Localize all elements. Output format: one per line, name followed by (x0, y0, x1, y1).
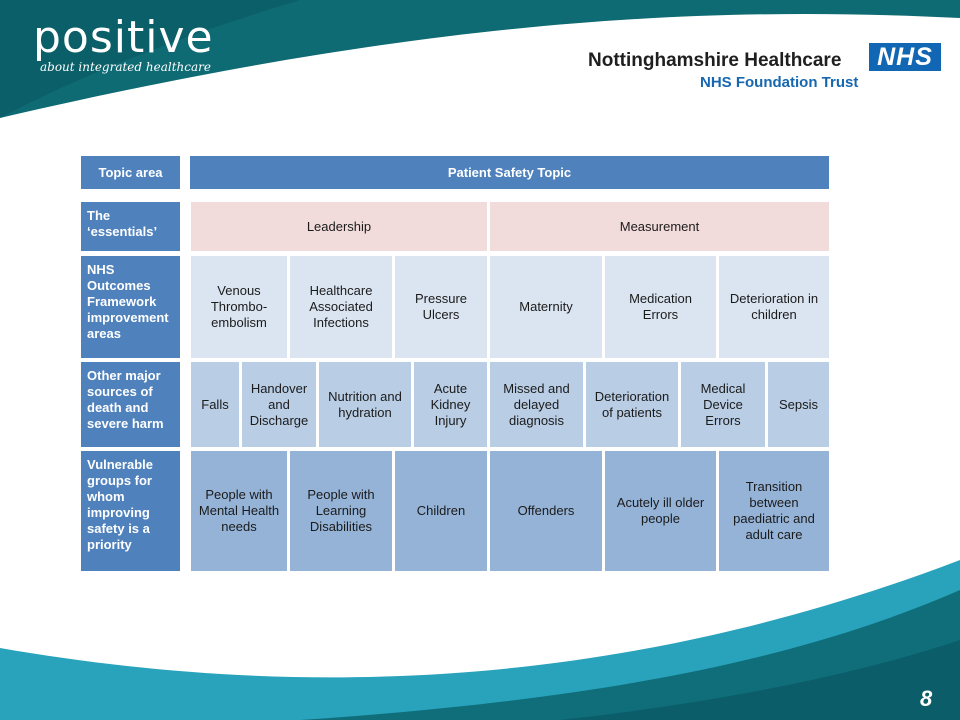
row-label-outcomes: NHS Outcomes Framework improvement areas (81, 256, 180, 358)
cell-measurement: Measurement (490, 202, 829, 251)
cell-venous-thromboembolism: Venous Thrombo- embolism (191, 256, 287, 358)
logo-tagline: about integrated healthcare (40, 60, 211, 74)
cell-deterioration-of-patients: Deterioration of patients (586, 362, 678, 447)
cell-children: Children (395, 451, 487, 571)
logo-word: positive (33, 12, 214, 63)
cell-mental-health-needs: People with Mental Health needs (191, 451, 287, 571)
row-label-harm: Other major sources of death and severe harm (81, 362, 180, 447)
topic-area-header: Topic area (81, 156, 180, 189)
cell-pressure-ulcers: Pressure Ulcers (395, 256, 487, 358)
cell-learning-disabilities: People with Learning Disabilities (290, 451, 392, 571)
cell-missed-and-delayed-diagnosis: Missed and delayed diagnosis (490, 362, 583, 447)
trust-name: Nottinghamshire Healthcare (588, 50, 842, 71)
cell-falls: Falls (191, 362, 239, 447)
cell-sepsis: Sepsis (768, 362, 829, 447)
cell-handover-and-discharge: Handover and Discharge (242, 362, 316, 447)
cell-medical-device-errors: Medical Device Errors (681, 362, 765, 447)
nhs-logo: NHS (869, 43, 941, 71)
cell-acute-kidney-injury: Acute Kidney Injury (414, 362, 487, 447)
cell-leadership: Leadership (191, 202, 487, 251)
cell-acutely-ill-older-people: Acutely ill older people (605, 451, 716, 571)
row-label-vulnerable: Vulnerable groups for whom improving safety is a priority (81, 451, 180, 571)
page-number: 8 (920, 686, 933, 711)
trust-subtitle: NHS Foundation Trust (700, 74, 859, 91)
row-label-essentials: The ‘essentials’ (81, 202, 180, 251)
cell-healthcare-associated-infections: Healthcare Associated Infections (290, 256, 392, 358)
cell-deterioration-in-children: Deterioration in children (719, 256, 829, 358)
cell-medication-errors: Medication Errors (605, 256, 716, 358)
patient-safety-topic-header: Patient Safety Topic (190, 156, 829, 189)
cell-nutrition-and-hydration: Nutrition and hydration (319, 362, 411, 447)
cell-transition-paediatric-adult: Transition between paediatric and adult care (719, 451, 829, 571)
cell-maternity: Maternity (490, 256, 602, 358)
cell-offenders: Offenders (490, 451, 602, 571)
